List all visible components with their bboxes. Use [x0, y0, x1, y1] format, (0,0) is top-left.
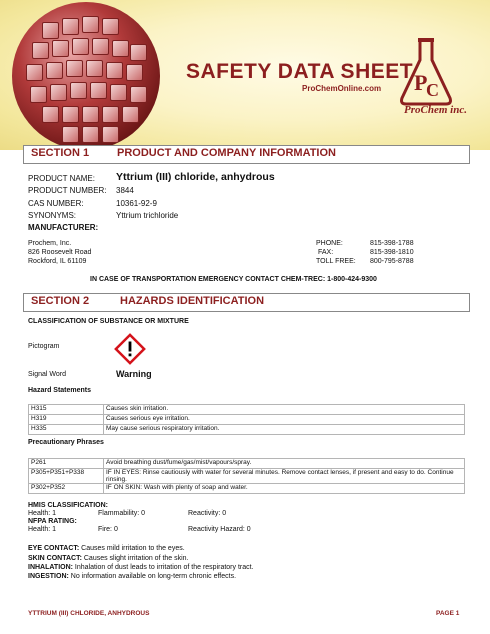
globe-tile	[42, 106, 59, 123]
precaution-text: Avoid breathing dust/fume/gas/mist/vapours/spray.	[104, 459, 465, 469]
product-number-label: PRODUCT NUMBER:	[28, 186, 107, 195]
inhalation-label: INHALATION:	[28, 564, 73, 571]
precautionary-table	[28, 458, 465, 494]
table-row	[29, 469, 465, 484]
section-title: PRODUCT AND COMPANY INFORMATION	[117, 147, 336, 159]
globe-tile	[102, 106, 119, 123]
globe-tile	[130, 44, 147, 61]
hmis-heading: HMIS CLASSIFICATION:	[28, 502, 108, 509]
fax: 815-398-1810	[370, 249, 414, 256]
hazard-text: May cause serious respiratory irritation.	[104, 425, 465, 435]
eye-contact-label: EYE CONTACT:	[28, 545, 80, 552]
section-number: SECTION 1	[31, 147, 90, 159]
periodic-table-globe-image	[12, 2, 160, 150]
globe-tile	[82, 16, 99, 33]
nfpa-fire: Fire: 0	[98, 526, 118, 533]
product-name-label: PRODUCT NAME:	[28, 174, 95, 183]
precaution-text: IF IN EYES: Rinse cautiously with water for several minutes. Remove contact lenses, if present and easy to do. Continue rinsing.	[104, 469, 465, 484]
table-row	[29, 425, 465, 435]
fax-label: FAX:	[318, 249, 334, 256]
synonyms: Yttrium trichloride	[116, 211, 179, 220]
hazard-statements-table	[28, 404, 465, 435]
header-banner	[0, 0, 490, 150]
hmis-reactivity: Reactivity: 0	[188, 510, 227, 517]
globe-tile	[70, 82, 87, 99]
hazard-statements-heading: Hazard Statements	[28, 387, 92, 394]
globe-tile	[112, 40, 129, 57]
globe-tile	[106, 62, 123, 79]
globe-tile	[62, 126, 79, 143]
section-number: SECTION 2	[31, 295, 90, 307]
globe-tile	[32, 42, 49, 59]
banner-url[interactable]: ProChemOnline.com	[302, 84, 382, 93]
logo-text: ProChem inc.	[404, 104, 467, 116]
hazard-code: H335	[29, 425, 104, 435]
globe-tile	[62, 18, 79, 35]
globe-tile	[62, 106, 79, 123]
globe-tile	[110, 84, 127, 101]
precaution-code: P302+P352	[29, 484, 104, 494]
globe-tile	[92, 38, 109, 55]
precaution-code: P261	[29, 459, 104, 469]
tollfree: 800-795-8788	[370, 258, 414, 265]
globe-tile	[130, 86, 147, 103]
svg-text:C: C	[426, 80, 439, 100]
globe-tile	[122, 106, 139, 123]
skin-contact-label: SKIN CONTACT:	[28, 555, 82, 562]
section-title: HAZARDS IDENTIFICATION	[120, 295, 265, 307]
nfpa-health: Health: 1	[28, 526, 57, 533]
globe-tile	[46, 62, 63, 79]
tollfree-label: TOLL FREE:	[316, 258, 356, 265]
classification-heading: CLASSIFICATION OF SUBSTANCE OR MIXTURE	[28, 318, 189, 325]
precaution-text: IF ON SKIN: Wash with plenty of soap and water.	[104, 484, 465, 494]
cas-number: 10361-92-9	[116, 199, 157, 208]
footer-page-number: PAGE 1	[436, 610, 460, 617]
table-row	[29, 405, 465, 415]
eye-contact-text: Causes mild irritation to the eyes.	[79, 545, 185, 552]
globe-tile	[66, 60, 83, 77]
globe-tile	[82, 126, 99, 143]
ingestion	[28, 573, 236, 580]
hazard-code: H319	[29, 415, 104, 425]
globe-tile	[42, 22, 59, 39]
skin-contact	[28, 555, 189, 562]
banner-title: SAFETY DATA SHEET	[186, 60, 414, 83]
inhalation	[28, 564, 254, 571]
globe-tile	[126, 64, 143, 81]
prochem-flask-logo-icon	[396, 36, 456, 106]
product-name: Yttrium (III) chloride, anhydrous	[116, 171, 275, 183]
ingestion-label: INGESTION:	[28, 573, 69, 580]
globe-tile	[50, 84, 67, 101]
ingestion-text: No information available on long-term chronic effects.	[68, 573, 237, 580]
synonyms-label: SYNONYMS:	[28, 211, 77, 220]
eye-contact	[28, 545, 185, 552]
globe-tile	[26, 64, 43, 81]
globe-tile	[52, 40, 69, 57]
hazard-text: Causes skin irritation.	[104, 405, 465, 415]
precautionary-heading: Precautionary Phrases	[28, 439, 104, 446]
company-address-line1: 826 Roosevelt Road	[28, 249, 92, 256]
globe-tile	[82, 106, 99, 123]
company-address-line2: Rockford, IL 61109	[28, 258, 87, 265]
hazard-text: Causes serious eye irritation.	[104, 415, 465, 425]
hmis-health: Health: 1	[28, 510, 57, 517]
skin-contact-text: Causes slight irritation of the skin.	[81, 555, 189, 562]
nfpa-heading: NFPA RATING:	[28, 518, 77, 525]
hmis-flammability: Flammability: 0	[98, 510, 146, 517]
svg-text:P: P	[414, 70, 428, 95]
product-number: 3844	[116, 186, 134, 195]
table-row	[29, 484, 465, 494]
globe-tile	[30, 86, 47, 103]
globe-tile	[102, 18, 119, 35]
globe-tile	[86, 60, 103, 77]
inhalation-text: Inhalation of dust leads to irritation of the respiratory tract.	[72, 564, 254, 571]
precaution-code: P305+P351+P338	[29, 469, 104, 484]
exclamation-mark-hazard-icon	[114, 333, 146, 365]
pictogram-label: Pictogram	[28, 343, 60, 350]
footer-product-name: YTTRIUM (III) CHLORIDE, ANHYDROUS	[28, 610, 150, 617]
section-2-header	[23, 293, 470, 312]
phone: 815-398-1788	[370, 240, 414, 247]
signal-word: Warning	[116, 369, 152, 379]
phone-label: PHONE:	[316, 240, 343, 247]
nfpa-reactivity: Reactivity Hazard: 0	[188, 526, 251, 533]
cas-number-label: CAS NUMBER:	[28, 199, 84, 208]
manufacturer-label: MANUFACTURER:	[28, 223, 99, 232]
table-row	[29, 415, 465, 425]
table-row	[29, 459, 465, 469]
hazard-code: H315	[29, 405, 104, 415]
section-1-header	[23, 145, 470, 164]
globe-tile	[90, 82, 107, 99]
globe-tile	[102, 126, 119, 143]
globe-tile	[72, 38, 89, 55]
signal-word-label: Signal Word	[28, 371, 67, 378]
emergency-contact: IN CASE OF TRANSPORTATION EMERGENCY CONTACT CHEM-TREC: 1-800-424-9300	[90, 276, 377, 283]
company-name: Prochem, Inc.	[28, 240, 72, 247]
